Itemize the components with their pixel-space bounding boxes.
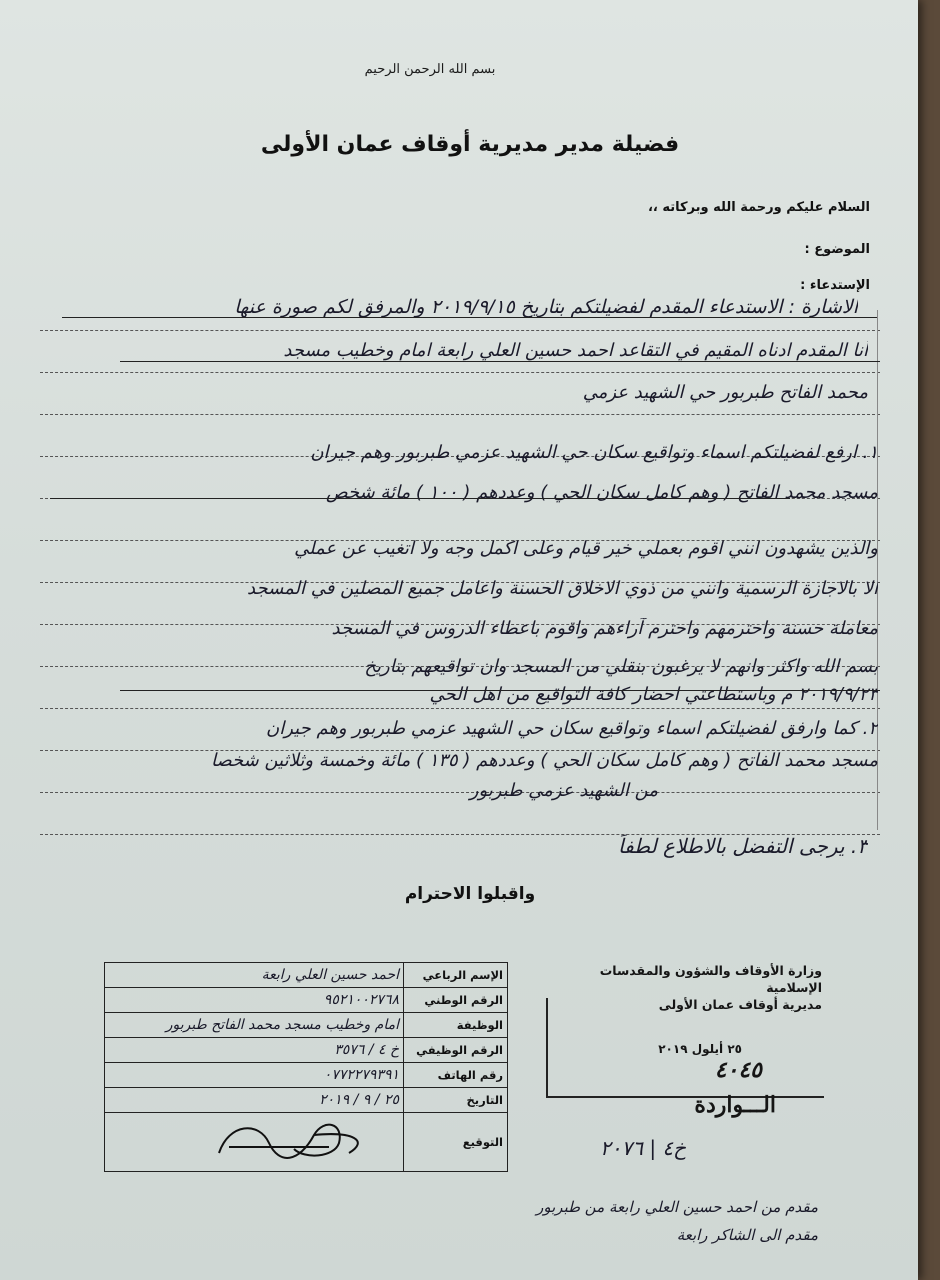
table-row (105, 963, 508, 988)
table-row (105, 1088, 508, 1113)
stamp-number: ٤٠٤٥ (714, 1058, 762, 1083)
handwritten-line: معاملة حسنة واحترمهم واحترم آراءهم واقوم باعطاء الدروس في المسجد (331, 618, 878, 639)
handwritten-line: ١. ارفع لفضيلتكم اسماء وتواقيع سكان حي الشهيد عزمي طبربور وهم جيران (310, 442, 878, 463)
pen-stroke (50, 498, 790, 499)
handwritten-line: مسجد محمد الفاتح ( وهم كامل سكان الحي ) وعددهم ( ١٠٠ ) مائة شخص (325, 482, 878, 503)
handwritten-line: محمد الفاتح طبربور حي الشهيد عزمي (582, 382, 868, 403)
closing-line: واقبلوا الاحترام (404, 884, 536, 904)
handwritten-line: أنا المقدم ادناه المقيم في التقاعد احمد حسين العلي رابعة امام وخطيب مسجد (283, 340, 868, 361)
bottom-note: مقدم من احمد حسين العلي رابعة من طبربور (536, 1198, 818, 1216)
pen-stroke (120, 690, 880, 691)
row-label: التاريخ (404, 1088, 508, 1113)
handwritten-line: ٢. كما وارفق لفضيلتكم اسماء وتواقيع سكان حي الشهيد عزمي طبربور وهم جيران (266, 718, 878, 739)
stamp-date: ٢٥ أيلول ٢٠١٩ (658, 1042, 742, 1056)
ruled-line (40, 414, 880, 415)
ruled-line (40, 330, 880, 331)
signature-icon (109, 1113, 399, 1167)
request-label: الإستدعاء : (800, 278, 870, 293)
document-heading: فضيلة مدير مديرية أوقاف عمان الأولى (260, 132, 680, 157)
applicant-info-table (104, 962, 508, 1172)
handwritten-line: مسجد محمد الفاتح ( وهم كامل سكان الحي ) وعددهم ( ١٣٥ ) مائة وخمسة وثلاثين شخصا (210, 750, 878, 771)
ruled-line (40, 372, 880, 373)
table-row (105, 1038, 508, 1063)
stamp-directorate: مديرية أوقاف عمان الأولى (658, 997, 822, 1012)
stamp-incoming-label: الـــواردة (694, 1092, 776, 1118)
handwritten-line: ٢٠١٩/٩/٢٣ م وباستطاعتي احضار كافة التواقيع من اهل الحي (429, 684, 878, 705)
stamp-handwritten-note: خ٤ | ٢٠٧٦ (600, 1136, 687, 1160)
row-value: امام وخطيب مسجد محمد الفاتح طبربور (105, 1013, 404, 1038)
handwritten-line: من الشهيد عزمي طبربور (469, 780, 658, 801)
table-row (105, 1063, 508, 1088)
row-value: احمد حسين العلي رابعة (105, 963, 404, 988)
basmala: بسم الله الرحمن الرحيم (364, 62, 496, 77)
table-row (105, 1013, 508, 1038)
signature-cell (105, 1113, 404, 1172)
row-value: خ ٤ / ٣٥٧٦ (105, 1038, 404, 1063)
row-value: ٠٧٧٢٢٧٩٣٩١ (105, 1063, 404, 1088)
ruled-line (40, 708, 880, 709)
row-value: ٩٥٢١٠٠٢٧٦٨ (105, 988, 404, 1013)
row-label: التوقيع (404, 1113, 508, 1172)
incoming-stamp (546, 962, 822, 1132)
row-label: رقم الهاتف (404, 1063, 508, 1088)
handwritten-line: الا بالاجازة الرسمية وانني من ذوي الاخلاق الحسنة واعامل جميع المصلين في المسجد (247, 578, 878, 599)
row-value: ٢٥ / ٩ / ٢٠١٩ (105, 1088, 404, 1113)
row-label: الرقم الوطني (404, 988, 508, 1013)
bottom-note: مقدم الى الشاكر رابعة (676, 1226, 818, 1244)
handwritten-line: ٣. يرجى التفضل بالاطلاع لطفاً (617, 834, 868, 858)
handwritten-line: الاشارة : الاستدعاء المقدم لفضيلتكم بتاريخ ٢٠١٩/٩/١٥ والمرفق لكم صورة عنها (234, 296, 858, 318)
handwritten-line: بسم الله واكثر وانهم لا يرغبون بنقلي من المسجد وان تواقيعهم بتاريخ (364, 656, 878, 677)
stamp-ministry: وزارة الأوقاف والشؤون والمقدسات الإسلامية (599, 963, 822, 995)
pen-stroke (120, 361, 880, 362)
pen-stroke (62, 317, 877, 318)
row-label: الإسم الرباعي (404, 963, 508, 988)
handwritten-line: والذين يشهدون انني اقوم بعملي خير قيام وعلى اكمل وجه ولا اتغيب عن عملي (294, 538, 878, 559)
row-label: الوظيفة (404, 1013, 508, 1038)
greeting: السلام عليكم ورحمة الله وبركاته ،، (647, 200, 870, 215)
row-label: الرقم الوظيفي (404, 1038, 508, 1063)
table-row (105, 1113, 508, 1172)
table-row (105, 988, 508, 1013)
subject-label: الموضوع : (804, 242, 870, 257)
